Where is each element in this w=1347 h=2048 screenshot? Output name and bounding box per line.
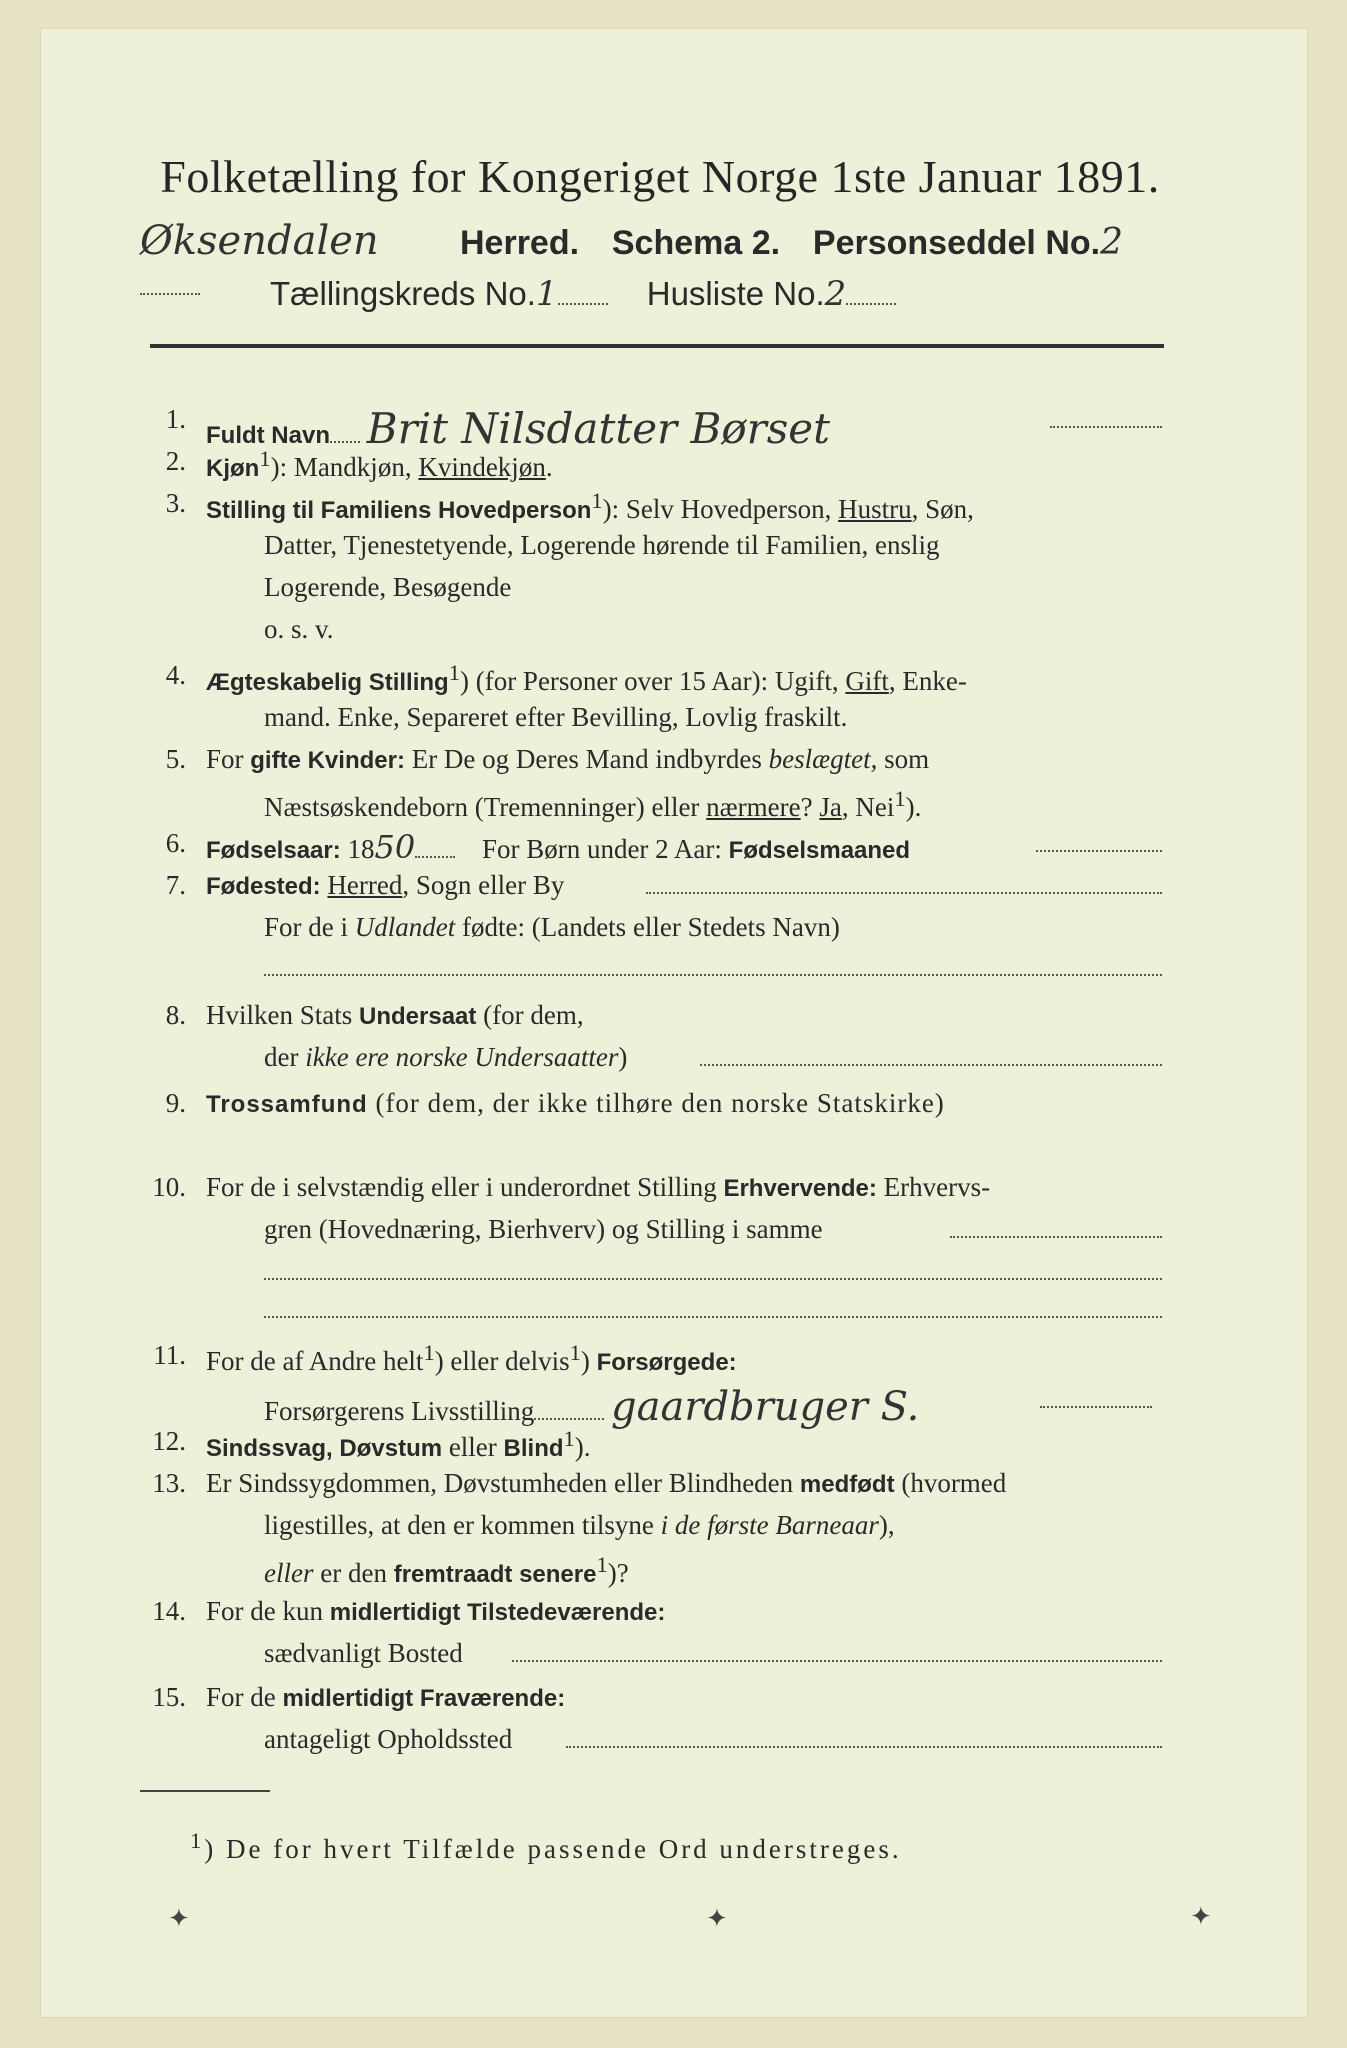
q13-line2 (264, 1510, 895, 1541)
q7-text-c: , Sogn eller By (402, 870, 565, 900)
q13-label: medfødt (799, 1471, 895, 1498)
q13-text-3b: er den (313, 1558, 394, 1588)
q1-dotline (1050, 424, 1162, 428)
q11-label: Forsørgede: (596, 1349, 737, 1376)
q9-number: 9. (165, 1088, 186, 1118)
q13-number: 13. (152, 1468, 186, 1498)
q12-label: Sindssvag, Døvstum (206, 1435, 443, 1462)
q2-label: Kjøn (206, 455, 260, 482)
q11-text-a: For de af Andre helt (206, 1346, 424, 1376)
husliste-number: 2 (824, 274, 847, 314)
q6-year-handwritten: 50 (374, 828, 416, 866)
q7-udlandet: Udlandet (354, 912, 456, 942)
q9-label: Trossamfund (206, 1091, 368, 1118)
q3-line2: Datter, Tjenestetyende, Logerende hørende til Familien, enslig (264, 530, 940, 560)
husliste-label: Husliste No. (646, 275, 825, 312)
q3-text-c: , Søn, (911, 494, 974, 524)
q3-hustru: Hustru (838, 494, 912, 524)
q7-line2 (264, 912, 840, 943)
q13-sup: 1 (596, 1552, 608, 1577)
q14-line2: sædvanligt Bosted (264, 1638, 463, 1668)
q10-number: 10. (152, 1172, 186, 1202)
q11-livsstilling-label: Forsørgerens Livsstilling (264, 1396, 535, 1426)
q11-sup2: 1 (569, 1340, 581, 1365)
q6-number: 6. (165, 828, 186, 858)
q6-line (206, 828, 910, 866)
q8-text-b: (for dem, (476, 1000, 584, 1030)
q5-nei: , Nei (841, 792, 895, 822)
q8-text-a: Hvilken Stats (206, 1000, 359, 1030)
herred-label: Herred. (460, 224, 580, 262)
q2-text-a: ): Mandkjøn, (270, 452, 419, 482)
q8-number: 8. (165, 1000, 186, 1030)
q13-eller: eller (264, 1558, 314, 1588)
footnote (190, 1828, 902, 1865)
q15-line2: antageligt Opholdssted (264, 1724, 513, 1754)
q5-sup: 1 (894, 786, 906, 811)
q14-label: midlertidigt Tilstedeværende: (329, 1599, 666, 1626)
q11-line2 (264, 1384, 919, 1430)
q12-sup: 1 (563, 1426, 575, 1451)
q5-text-2c: ? (800, 792, 820, 822)
form-title: Folketælling for Kongeriget Norge 1ste Januar 1891. (160, 151, 1160, 202)
q3-number: 3. (165, 488, 186, 518)
footnote-text: ) De for hvert Tilfælde passende Ord understreges. (204, 1834, 902, 1864)
q14-line1 (206, 1596, 665, 1627)
q4-line2: mand. Enke, Separeret efter Bevilling, Lovlig fraskilt. (264, 702, 848, 732)
q6-label2: Fødselsmaaned (728, 837, 911, 864)
q13-text-2c: ), (878, 1510, 895, 1540)
q10-label: Erhvervende: (723, 1175, 877, 1202)
q8-line1 (206, 1000, 584, 1031)
q7-text-2c: fødte: (Landets eller Stedets Navn) (455, 912, 840, 942)
q2-number: 2. (165, 446, 186, 476)
q14-text-a: For de kun (206, 1596, 330, 1626)
q4-sup: 1 (448, 660, 460, 685)
q13-text-b: (hvormed (894, 1468, 1007, 1498)
q3-sup: 1 (591, 488, 603, 513)
q1-number: 1. (165, 404, 186, 434)
q10-dotline1 (950, 1234, 1162, 1238)
q1-name-handwritten: Brit Nilsdatter Børset (366, 404, 831, 453)
q8-ikke-norske: ikke ere norske Undersaatter (305, 1042, 619, 1072)
q12-end: ). (574, 1432, 591, 1462)
q11-line1 (206, 1340, 737, 1377)
q11-text-c: ) (580, 1346, 597, 1376)
q2-kvindekjon: Kvindekjøn (418, 452, 546, 482)
q10-line2: gren (Hovednæring, Bierhverv) og Stilling i samme (264, 1214, 823, 1244)
q11-text-b: ) eller delvis (434, 1346, 570, 1376)
q10-text-a: For de i selvstændig eller i underordnet Stilling (206, 1172, 724, 1202)
footnote-rule (140, 1790, 270, 1792)
kreds-number: 1 (535, 274, 558, 314)
q4-number: 4. (165, 660, 186, 690)
q9-text: (for dem, der ikke tilhøre den norske Statskirke) (367, 1088, 945, 1118)
schema-label: Schema 2. (611, 224, 781, 262)
q5-text-a: Er De og Deres Mand indbyrdes (404, 744, 769, 774)
q15-label: midlertidigt Fraværende: (282, 1685, 566, 1712)
q10-dotline2 (264, 1276, 1162, 1280)
q7-line1 (206, 870, 564, 901)
q7-herred: Herred (327, 870, 403, 900)
q7-dotline2 (264, 972, 1162, 976)
q5-line1 (206, 744, 929, 775)
q5-text-c: som (877, 744, 930, 774)
q13-text-a: Er Sindssygdommen, Døvstumheden eller Blindheden (206, 1468, 800, 1498)
q12-text-mid: eller (442, 1432, 504, 1462)
q14-number: 14. (152, 1596, 186, 1626)
binding-mark-right-icon: ✦ (1190, 1902, 1212, 1932)
q13-line3 (264, 1552, 629, 1589)
kreds-label: Tællingskreds No. (270, 275, 536, 312)
q8-text-2a: der (264, 1042, 306, 1072)
binding-mark-left-icon: ✦ (168, 1904, 190, 1934)
q15-dotline (566, 1744, 1162, 1748)
q12-number: 12. (152, 1426, 186, 1456)
q15-line1 (206, 1682, 565, 1713)
q4-label: Ægteskabelig Stilling (206, 669, 449, 696)
q7-number: 7. (165, 870, 186, 900)
q4-line1 (206, 660, 967, 697)
q10-line1 (206, 1172, 990, 1203)
q11-sup1: 1 (423, 1340, 435, 1365)
q4-text-a: ) (for Personer over 15 Aar): Ugift, (459, 666, 846, 696)
q7-text-2a: For de i (264, 912, 355, 942)
q8-label: Undersaat (359, 1003, 477, 1030)
q10-text-b: Erhvervs- (876, 1172, 991, 1202)
q14-dotline (512, 1658, 1162, 1662)
q3-text-a: ): Selv Hovedperson, (602, 494, 839, 524)
q5-ja: Ja (819, 792, 842, 822)
q13-text-3c: )? (607, 1558, 629, 1588)
q10-dotline3 (264, 1314, 1162, 1318)
q3-label: Stilling til Familiens Hovedperson (206, 497, 592, 524)
q8-text-2c: ) (618, 1042, 628, 1072)
q13-label2: fremtraadt senere (393, 1561, 597, 1588)
q3-line1 (206, 488, 974, 525)
q3-line4: o. s. v. (264, 614, 334, 644)
personseddel-number: 2 (1100, 222, 1124, 263)
q9-line (206, 1088, 945, 1119)
q12-line (206, 1426, 591, 1463)
q2-line (206, 446, 553, 483)
q5-text-2f: ). (905, 792, 922, 822)
q11-dotline (1040, 1404, 1152, 1408)
q13-line1 (206, 1468, 1006, 1499)
q11-number: 11. (153, 1340, 186, 1370)
personseddel-label: Personseddel No. (812, 224, 1101, 262)
q7-dotline (646, 890, 1162, 894)
footnote-sup: 1 (190, 1828, 205, 1853)
header-rule (150, 344, 1164, 348)
q5-beslaegtet: beslægtet, (768, 744, 878, 774)
q4-gift: Gift (845, 666, 889, 696)
q6-dotline (1036, 848, 1162, 852)
q15-text-a: For de (206, 1682, 283, 1712)
q2-sup: 1 (259, 446, 271, 471)
q5-line2 (264, 786, 921, 823)
q6-year-prefix: 18 (340, 834, 375, 864)
q11-value-handwritten: gaardbruger S. (611, 1384, 920, 1430)
q5-pre: For (206, 744, 251, 774)
q5-number: 5. (165, 744, 186, 774)
binding-mark-center-icon: ✦ (706, 1904, 728, 1934)
q7-label: Fødested: (206, 873, 321, 900)
q6-text-mid: For Børn under 2 Aar: (481, 834, 729, 864)
q13-text-2a: ligestilles, at den er kommen tilsyne (264, 1510, 661, 1540)
q5-text-2a: Næstsøskendeborn (Tremenninger) eller (264, 792, 707, 822)
q6-label: Fødselsaar: (206, 837, 341, 864)
q8-line2 (264, 1042, 627, 1073)
q8-dotline (700, 1062, 1162, 1066)
q2-text-c: . (545, 452, 553, 482)
q3-line3: Logerende, Besøgende (264, 572, 512, 602)
q15-number: 15. (152, 1682, 186, 1712)
q12-label2: Blind (503, 1435, 564, 1462)
q5-naermere: nærmere (706, 792, 801, 822)
q1-label: Fuldt Navn (206, 422, 330, 449)
kreds-row (270, 274, 1070, 314)
herred-name-handwritten: Øksendalen (140, 218, 379, 264)
q13-barneaar: i de første Barneaar (660, 1510, 879, 1540)
q5-label: gifte Kvinder: (250, 747, 405, 774)
q4-text-c: , Enke- (888, 666, 967, 696)
